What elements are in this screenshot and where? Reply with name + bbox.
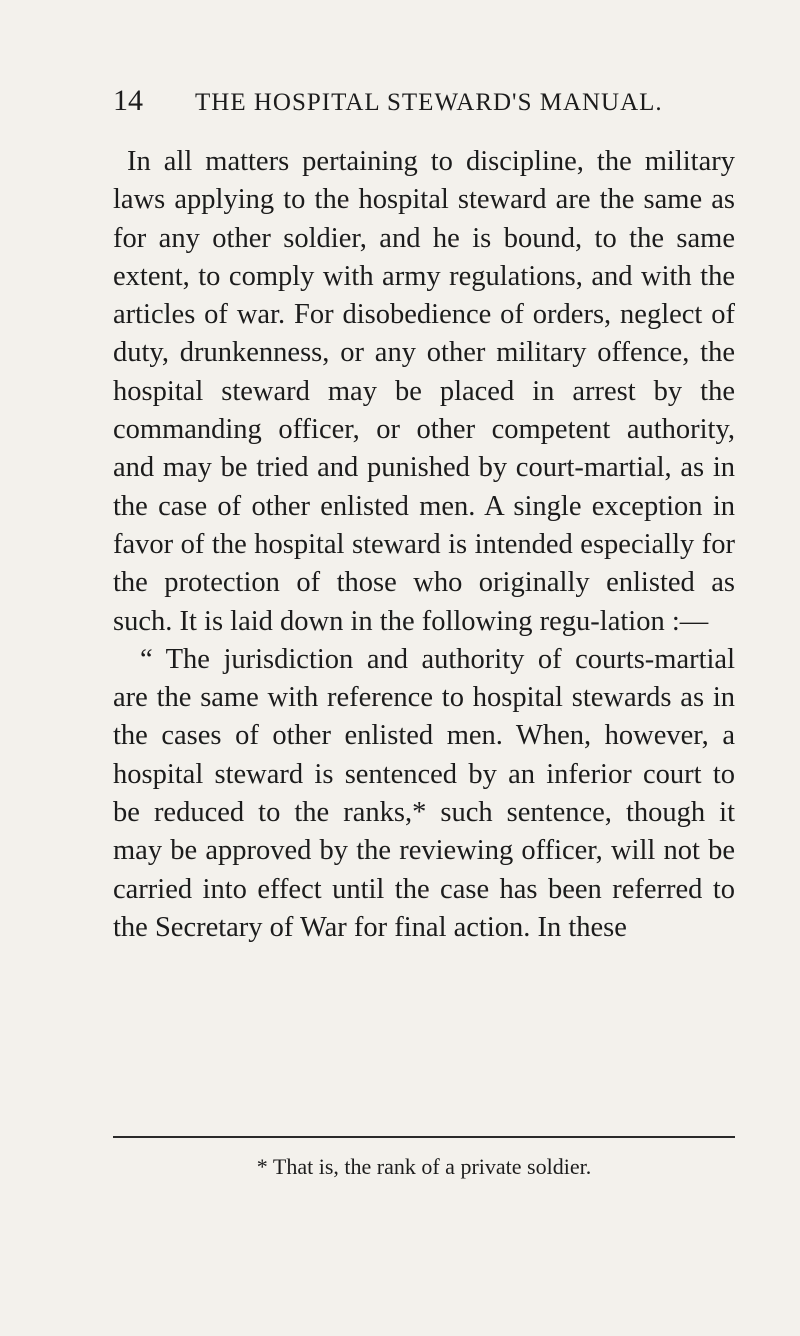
running-title: THE HOSPITAL STEWARD'S MANUAL.: [195, 89, 663, 116]
paragraph-regulation-quote: “ The jurisdiction and authority of courts-martial are the same with reference to hospital stewards as in the cases of other enlisted men. When, however, a hospital steward is sentenced by an inferior court to be reduced to the ranks,* such sentence, though it may be approved by the reviewing officer, will not be carried into effect until the case has been referred to the Secretary of War for final action. In these: [113, 643, 735, 943]
paragraph-discipline: In all matters pertaining to discipline, the military laws applying to the hospital steward are the same as for any other soldier, and he is bound, to the same extent, to comply with army regulations, and with the articles of war. For disobedience of orders, neglect of duty, drunkenness, or any other military offence, the hospital steward may be placed in arrest by the commanding officer, or other competent authority, and may be tried and punished by court-martial, as in the case of other enlisted men. A single exception in favor of the hospital steward is intended especially for the protection of those who originally enlisted as such. It is laid down in the following regu-lation :—: [113, 146, 735, 637]
footnote: * That is, the rank of a private soldier.: [256, 1154, 592, 1179]
page-number: 14: [113, 84, 143, 117]
running-head: [113, 84, 673, 118]
footnote-rule: [113, 1136, 735, 1138]
body-text: [113, 143, 735, 947]
